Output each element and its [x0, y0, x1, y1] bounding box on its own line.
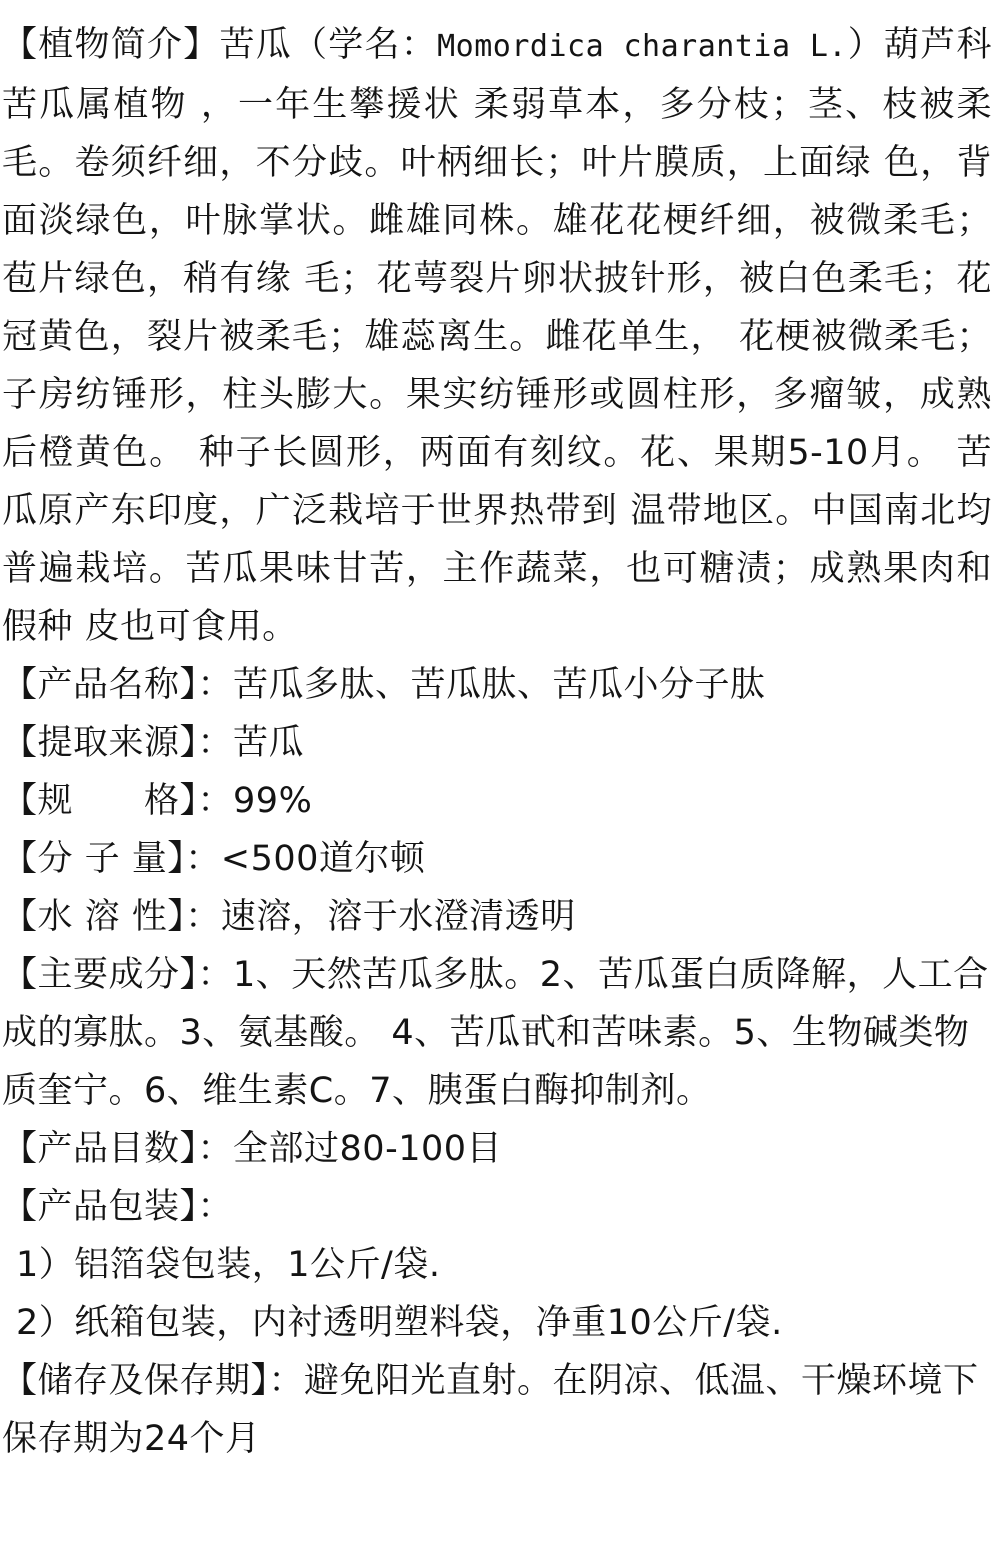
- spec-value: 避免阳光直射。在阴凉、低温、干燥环境下保存期为24个月: [2, 1361, 979, 1459]
- spec-separator: ：: [197, 1187, 234, 1227]
- packaging-item: 2）纸箱包装，内衬透明塑料袋，净重10公斤/袋.: [16, 1303, 783, 1343]
- spec-mesh-size: [2, 1120, 992, 1178]
- spec-extraction-source: [2, 714, 992, 772]
- spec-value: 速溶，溶于水澄清透明: [220, 897, 576, 937]
- spec-separator: ：: [197, 1129, 234, 1169]
- spec-product-name: [2, 656, 992, 714]
- spec-separator: ：: [185, 897, 221, 937]
- spec-separator: ：: [197, 665, 234, 705]
- spec-storage-shelf-life: [2, 1352, 992, 1468]
- spec-value: <500道尔顿: [220, 839, 426, 879]
- spec-value: 苦瓜: [233, 723, 305, 763]
- spec-value: 1、天然苦瓜多肽。2、苦瓜蛋白质降解，人工合成的寡肽。3、氨基酸。 4、苦瓜甙和苦味素。5、生物碱类物质奎宁。6、维生素C。7、胰蛋白酶抑制剂。: [2, 955, 989, 1111]
- spec-value: 99%: [233, 781, 313, 821]
- spec-value: 全部过80-100目: [233, 1129, 503, 1169]
- spec-separator: ：: [197, 723, 234, 763]
- spec-label: 【产品名称】: [2, 665, 198, 705]
- spec-separator: ：: [268, 1361, 305, 1401]
- spec-separator: ：: [197, 781, 234, 821]
- spec-label: 【分 子 量】: [2, 839, 186, 879]
- spec-molecular-weight: [2, 830, 992, 888]
- spec-value: 苦瓜多肽、苦瓜肽、苦瓜小分子肽: [233, 665, 766, 705]
- spec-label: 【储存及保存期】: [2, 1361, 269, 1401]
- plant-introduction: [2, 16, 992, 656]
- intro-text-part1: 【植物简介】苦瓜（学名：: [2, 25, 438, 65]
- spec-water-solubility: [2, 888, 992, 946]
- spec-label: 【提取来源】: [2, 723, 198, 763]
- spec-label: 【主要成分】: [2, 955, 198, 995]
- spec-packaging: [2, 1178, 992, 1236]
- spec-separator: ：: [197, 955, 234, 995]
- packaging-item: 1）铝箔袋包装，1公斤/袋.: [16, 1245, 441, 1285]
- spec-label: 【规 格】: [2, 781, 198, 821]
- spec-label: 【产品目数】: [2, 1129, 198, 1169]
- spec-label: 【水 溶 性】: [2, 897, 186, 937]
- product-document: [2, 16, 992, 1468]
- scientific-name: Momordica charantia L.: [437, 29, 847, 64]
- spec-label: 【产品包装】: [2, 1187, 198, 1227]
- spec-specification: [2, 772, 992, 830]
- spec-main-ingredients: [2, 946, 992, 1120]
- intro-text-part2: ）葫芦科苦瓜属植物 ，一年生攀援状 柔弱草本，多分枝；茎、枝被柔毛。卷须纤细，不分歧。叶柄细长；叶片膜质，上面绿 色，背面淡绿色，叶脉掌状。雌雄同株。雄花花梗纤细，被微柔毛；苞片绿色，稍有缘 毛；花萼裂片卵状披针形，被白色柔毛；花冠黄色，裂片被柔毛；雄蕊离生。雌花单生， 花梗被微柔毛；子房纺锤形，柱头膨大。果实纺锤形或圆柱形，多瘤皱，成熟后橙黄色。 种子长圆形，两面有刻纹。花、果期5-10月。 苦瓜原产东印度，广泛栽培于世界热带到 温带地区。中国南北均普遍栽培。苦瓜果味甘苦，主作蔬菜，也可糖渍；成熟果肉和假种 皮也可食用。: [2, 25, 992, 647]
- spec-separator: ：: [185, 839, 221, 879]
